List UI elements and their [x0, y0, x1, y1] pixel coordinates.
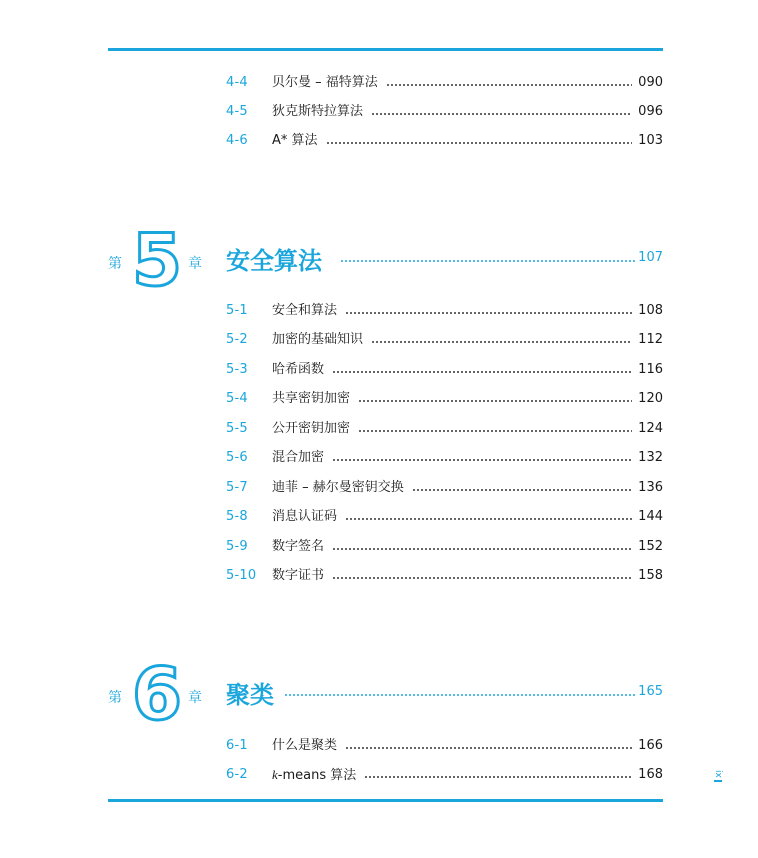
entry-title: 哈希函数: [272, 362, 325, 377]
entry-page: 103: [638, 133, 663, 148]
entry-title-italic: k: [272, 766, 278, 782]
entry-number: 4-4: [226, 75, 248, 90]
dot-leader: [412, 489, 632, 491]
toc-entry[interactable]: [226, 73, 663, 93]
chapter-suffix: 章: [188, 256, 202, 272]
toc-entry[interactable]: [226, 736, 663, 756]
entry-title: 狄克斯特拉算法: [272, 104, 364, 119]
entry-page: 108: [638, 303, 663, 318]
entry-title: 共享密钥加密: [272, 391, 351, 406]
entry-title-rest: -means 算法: [277, 767, 357, 783]
dot-leader: [345, 518, 632, 520]
dot-leader: [332, 459, 632, 461]
toc-entry[interactable]: [226, 507, 663, 527]
dot-leader: [332, 548, 632, 550]
entry-number: 6-1: [226, 738, 248, 753]
entry-title: 数字证书: [272, 568, 325, 583]
entry-page: 132: [638, 450, 663, 465]
chapter-page: 165: [638, 684, 663, 699]
entry-number: 5-4: [226, 391, 248, 406]
entry-number: 5-9: [226, 539, 248, 554]
toc-entry[interactable]: [226, 301, 663, 321]
dot-leader: [386, 84, 632, 86]
top-rule: [108, 48, 663, 51]
entry-page: 152: [638, 539, 663, 554]
entry-page: 136: [638, 480, 663, 495]
dot-leader: [332, 577, 632, 579]
entry-page: 090: [638, 75, 663, 90]
chapter-heading[interactable]: [108, 652, 663, 736]
entry-title: 消息认证码: [272, 509, 338, 524]
entry-number: 5-1: [226, 303, 248, 318]
entry-title: 贝尔曼 – 福特算法: [272, 75, 378, 90]
dot-leader: [358, 400, 632, 402]
toc-entry[interactable]: [226, 360, 663, 380]
entry-page: 096: [638, 104, 663, 119]
entry-number: 5-8: [226, 509, 248, 524]
chapter-number: 5: [132, 218, 183, 302]
entry-number: 6-2: [226, 767, 248, 782]
bottom-rule: [108, 799, 663, 802]
chapter-page: 107: [638, 250, 663, 265]
side-page-marker: [713, 770, 723, 782]
entry-title: A* 算法: [272, 133, 318, 148]
side-marker-bar: [714, 780, 722, 782]
chapter-prefix: 第: [108, 690, 122, 706]
entry-number: 5-6: [226, 450, 248, 465]
dot-leader: [371, 341, 632, 343]
chapter-prefix: 第: [108, 256, 122, 272]
chapter-title: 聚类: [226, 681, 274, 709]
chapter-heading[interactable]: [108, 218, 663, 302]
toc-entry[interactable]: [226, 566, 663, 586]
toc-entry[interactable]: [226, 448, 663, 468]
toc-entry[interactable]: [226, 478, 663, 498]
side-page-number: ix: [713, 770, 723, 778]
dot-leader: [326, 142, 633, 144]
chapter-number: 6: [132, 652, 183, 736]
chapter-suffix: 章: [188, 690, 202, 706]
dot-leader: [371, 113, 632, 115]
entry-page: 168: [638, 767, 663, 782]
entry-title: 混合加密: [272, 450, 325, 465]
entry-title: 数字签名: [272, 539, 325, 554]
entry-number: 5-7: [226, 480, 248, 495]
entry-title: 加密的基础知识: [272, 332, 364, 347]
toc-entry[interactable]: [226, 330, 663, 350]
dot-leader: [358, 430, 632, 432]
entry-page: 158: [638, 568, 663, 583]
chapter-dot-leader: [340, 260, 635, 262]
entry-number: 5-5: [226, 421, 248, 436]
entry-page: 120: [638, 391, 663, 406]
toc-entry[interactable]: [226, 131, 663, 151]
entry-title: [272, 765, 356, 786]
entry-page: 112: [638, 332, 663, 347]
toc-entry[interactable]: [226, 765, 663, 785]
entry-number: 5-2: [226, 332, 248, 347]
entry-title: 什么是聚类: [272, 738, 338, 753]
entry-title: 安全和算法: [272, 303, 338, 318]
dot-leader: [345, 312, 632, 314]
entry-number: 5-3: [226, 362, 248, 377]
entry-title: 迪菲 – 赫尔曼密钥交换: [272, 480, 404, 495]
toc-entry[interactable]: [226, 419, 663, 439]
entry-number: 4-5: [226, 104, 248, 119]
toc-entry[interactable]: [226, 389, 663, 409]
entry-page: 124: [638, 421, 663, 436]
chapter-title: 安全算法: [226, 247, 322, 275]
entry-page: 144: [638, 509, 663, 524]
entry-page: 116: [638, 362, 663, 377]
entry-title: 公开密钥加密: [272, 421, 351, 436]
toc-entry[interactable]: [226, 102, 663, 122]
entry-page: 166: [638, 738, 663, 753]
dot-leader: [345, 747, 632, 749]
dot-leader: [332, 371, 632, 373]
entry-number: 5-10: [226, 568, 257, 583]
entry-number: 4-6: [226, 133, 248, 148]
chapter-dot-leader: [284, 694, 635, 696]
toc-entry[interactable]: [226, 537, 663, 557]
dot-leader: [364, 776, 632, 778]
